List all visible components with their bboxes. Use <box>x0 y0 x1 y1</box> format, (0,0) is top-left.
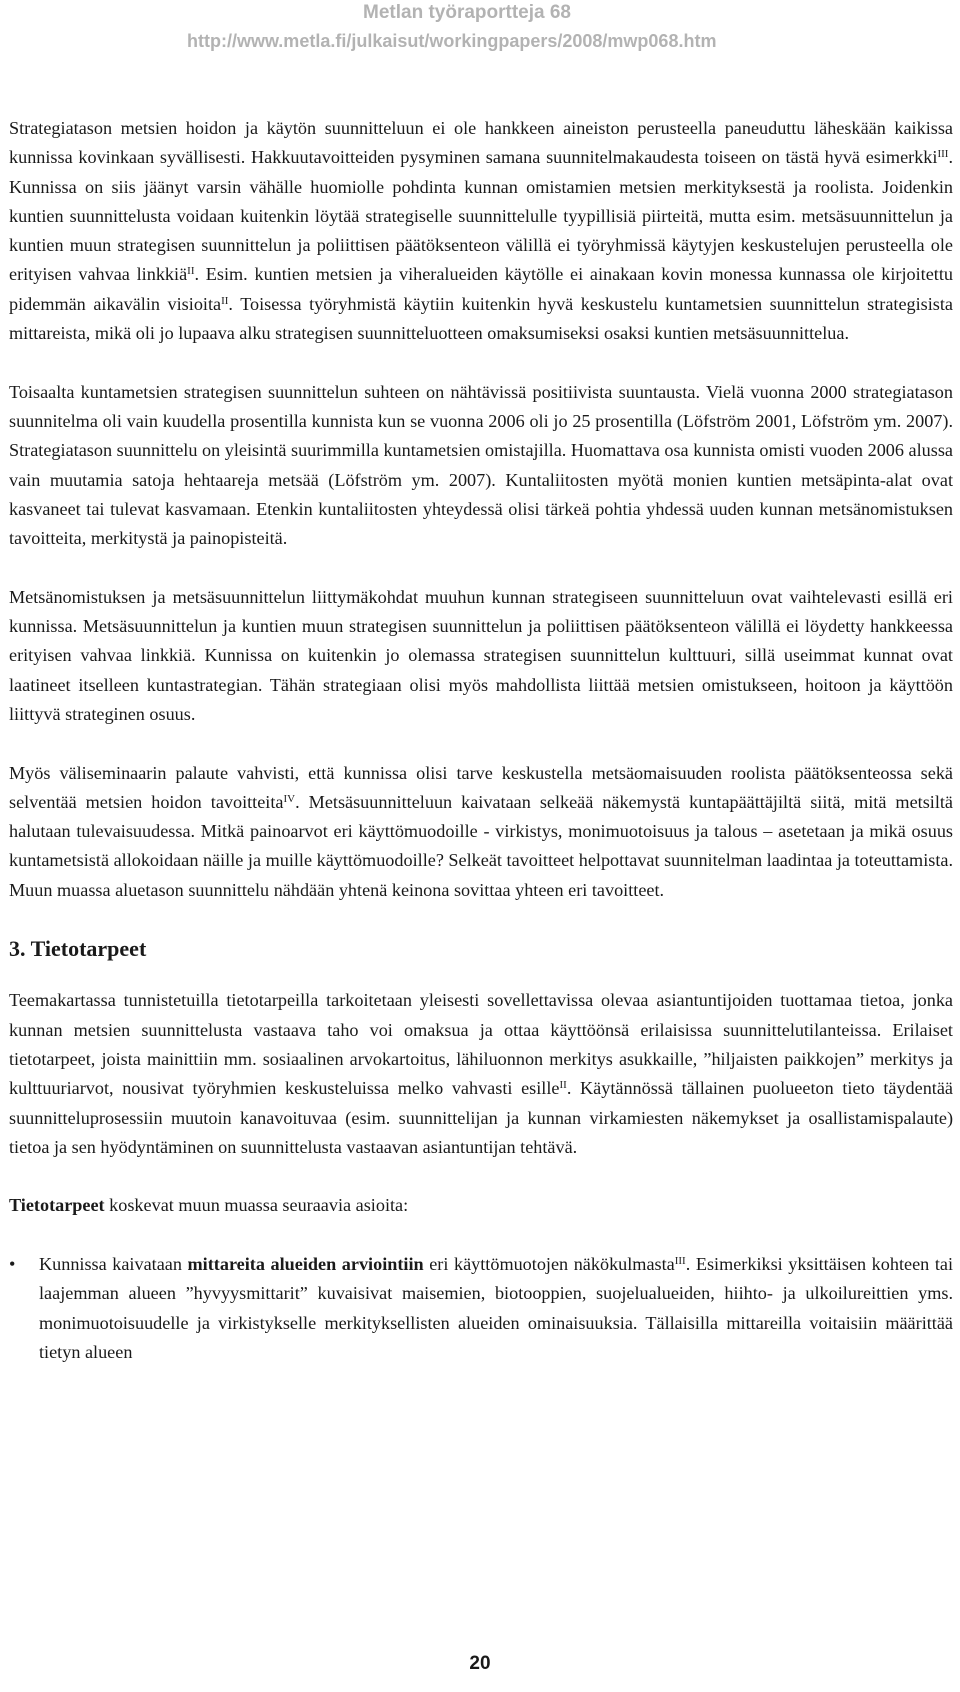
text-run: . Toisessa työryhmistä käytiin kuitenkin hyvä keskustelu kuntametsien suunnittelun strategisista mittareista, mikä oli jo lupaava alku strategisen suunnitteluotteen omaksumiseksi osaksi kuntien metsäsuunnittelua. <box>9 293 953 344</box>
text-run: Teemakartassa tunnistetuilla tietotarpeilla tarkoitetaan yleisesti sovellettavissa olevaa asiantuntijoiden tuottamaa tietoa, jonka kunnan metsien suunnittelusta vastaava taho voi omaksua ja ottaa käyttöönsä erilaisissa suunnittelutilanteissa. Erilaiset tietotarpeet, joista mainittiin mm. sosiaalinen arvokartoitus, lähiluonnon merkitys asukkaille, ”hiljaisten paikkojen” merkitys ja kulttuuriarvot, nousivat työryhmien keskusteluissa melko vahvasti esille <box>9 990 953 1099</box>
appendix-ref: II <box>559 1079 567 1092</box>
section-heading: 3. Tietotarpeet <box>9 936 147 962</box>
text-run: Kunnissa kaivataan <box>39 1253 188 1274</box>
appendix-ref: III <box>674 1254 686 1267</box>
text-run: . Kunnissa on siis jäänyt varsin vähälle huomiolle pohdinta kunnan omistamien metsien merkityksestä ja roolista. Joidenkin kuntien suunnittelusta voidaan kuitenkin löytää strategiselle suunnittelulle tyypillisiä piirteitä, mutta esim. metsäsuunnittelun ja kuntien muun strategisen suunnittelun ja poliittisen päätöksenteon välillä ei työryhmissä käytyjen keskustelujen perusteella ole erityisen vahvaa linkkiä <box>9 147 953 285</box>
bullet-icon: • <box>9 1253 16 1274</box>
paragraph-4 <box>9 759 953 905</box>
series-title: Metlan työraportteja 68 <box>363 2 571 23</box>
bold-term: mittareita alueiden arviointiin <box>187 1253 424 1274</box>
text-run: . Käytännössä tällainen puolueeton tieto täydentää suunnitteluprosessiin muutoin kanavoituvaa (esim. suunnittelijan ja kunnan virkamiesten näkemykset ja osallistamispalaute) tietoa ja sen hyödyntäminen on suunnittelusta vastaavan asiantuntijan tehtävä. <box>9 1078 953 1157</box>
paragraph-2: Toisaalta kuntametsien strategisen suunnittelun suhteen on nähtävissä positiivista suuntausta. Vielä vuonna 2000 strategiatason suunnitelma oli vain kuudella prosentilla kunnista kun se vuonna 2006 oli jo 25 prosentilla (Löfström 2001, Löfström ym. 2007). Strategiatason suunnittelu on yleisintä suurimmilla kuntametsien omistajilla. Huomattava osa kunnista omisti vuoden 2006 alussa vain muutamia satoja hehtaareja metsää (Löfström ym. 2007). Kuntaliitosten myötä monien kuntien metsäpinta-alat ovat kasvaneet tai tulevat kasvamaan. Etenkin kuntaliitosten yhteydessä olisi tärkeä pohtia yhdessä uuden kunnan metsänomistuksen tavoitteita, merkitystä ja painopisteitä. <box>9 381 953 549</box>
text-run: . Esimerkiksi yksittäisen kohteen tai laajemman alueen ”hyvyysmittarit” kuvaisivat maisemien, biotooppien, suojelualueiden, hiihto- ja ulkoilureittien yms. monimuotoisuudelle ja virkistykselle merkityksellisten alueiden ominaisuuksia. Tällaisilla mittareilla voitaisiin määrittää tietyn alueen <box>39 1253 953 1362</box>
paragraph-1 <box>9 114 953 348</box>
paragraph-5 <box>9 986 953 1162</box>
paragraph-3: Metsänomistuksen ja metsäsuunnittelun liittymäkohdat muuhun kunnan strategiseen suunnitteluun ovat vaihtelevasti esillä eri kunnissa. Metsäsuunnittelun ja kuntien muun strategisen suunnittelun ja poliittisen päätöksenteon välillä ei löydetty hankkeessa erityisen vahvaa linkkiä. Kunnissa on kuitenkin jo olemassa strategisen suunnittelun kulttuuri, sillä useimmat kunnat ovat laatineet itselleen kuntastrategian. Tähän strategiaan olisi myös mahdollista liittää metsien omistukseen, hoitoon ja käyttöön liittyvä strateginen osuus. <box>9 586 953 724</box>
appendix-ref: II <box>187 265 195 278</box>
page-number: 20 <box>469 1653 491 1674</box>
text-run: koskevat muun muassa seuraavia asioita: <box>104 1195 409 1216</box>
text-run: . Metsäsuunnitteluun kaivataan selkeää näkemystä kuntapäättäjiltä siitä, mitä metsiltä halutaan tulevaisuudessa. Mitkä painoarvot eri käyttömuodoille - virkistys, monimuotoisuus ja talous – asetetaan ja mikä osuus kuntametsistä allokoidaan näille ja muille käyttömuodoille? Selkeät tavoitteet helpottavat suunnitelman laadintaa ja toteuttamista. Muun muassa aluetason suunnittelu nähdään yhtenä keinona sovittaa yhteen eri tavoitteet. <box>9 791 953 900</box>
text-run: Myös väliseminaarin palaute vahvisti, että kunnissa olisi tarve keskustella metsäomaisuuden roolista päätöksenteossa sekä selventää metsien hoidon tavoitteita <box>9 762 953 812</box>
running-header <box>0 0 960 60</box>
body-text <box>9 114 953 1367</box>
text-run: . Esim. kuntien metsien ja viheralueiden käytölle ei ainakaan kovin monessa kunnassa ole kirjoitettu pidemmän aikavälin visioita <box>9 264 954 314</box>
paragraph-6 <box>9 1191 953 1220</box>
appendix-ref: III <box>937 148 949 161</box>
list-item <box>9 1250 953 1367</box>
series-url[interactable]: http://www.metla.fi/julkaisut/workingpapers/2008/mwp068.htm <box>187 31 717 51</box>
bold-term: Tietotarpeet <box>9 1195 105 1216</box>
appendix-ref: IV <box>283 792 296 805</box>
bullet-list <box>9 1250 953 1367</box>
appendix-ref: II <box>221 294 229 307</box>
text-run: eri käyttömuotojen näkökulmasta <box>423 1253 675 1274</box>
text-run: Strategiatason metsien hoidon ja käytön suunnitteluun ei ole hankkeen aineiston perusteella paneuduttu läheskään kaikissa kunnissa kovinkaan syvällisesti. Hakkuutavoitteiden pysyminen samana suunnitelmakaudesta toiseen on tästä hyvä esimerkki <box>9 118 953 168</box>
